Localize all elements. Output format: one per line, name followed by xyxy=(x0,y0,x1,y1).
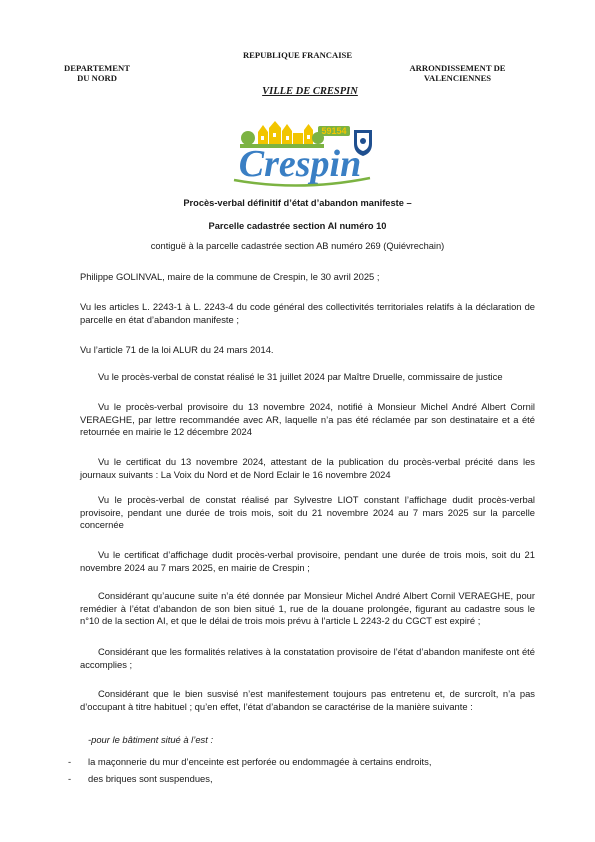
paragraph-articles: Vu les articles L. 2243-1 à L. 2243-4 du code général des collectivités territoriales relatifs à la déclaration de parcelle en état d’abandon manifeste ; xyxy=(80,301,535,325)
department-line: DEPARTEMENT xyxy=(64,63,130,73)
list-item-text: la maçonnerie du mur d’enceinte est perforée ou endommagée à certains endroits, xyxy=(88,756,432,767)
arrondissement-block xyxy=(390,63,525,83)
crespin-logo xyxy=(200,118,400,190)
paragraph-considerant-formalites: Considérant que les formalités relatives à la constatation provisoire de l’état d’abandon manifeste ont été accomplies ; xyxy=(80,646,535,670)
department-line: DU NORD xyxy=(77,73,117,83)
paragraph-mayor: Philippe GOLINVAL, maire de la commune de Crespin, le 30 avril 2025 ; xyxy=(80,271,380,282)
republic-title: REPUBLIQUE FRANCAISE xyxy=(242,50,353,60)
document-title-2: Parcelle cadastrée section AI numéro 10 xyxy=(208,221,387,231)
document-subtitle: contiguë à la parcelle cadastrée section AB numéro 269 (Quiévrechain) xyxy=(150,241,445,251)
city-name: VILLE DE CRESPIN xyxy=(262,86,358,97)
list-item xyxy=(68,756,528,767)
paragraph-constat: Vu le procès-verbal de constat réalisé le 31 juillet 2024 par Maître Druelle, commissaire de justice xyxy=(98,371,503,382)
list-item xyxy=(68,773,528,784)
paragraph-considerant-etat: Considérant que le bien susvisé n’est manifestement toujours pas entretenu et, de surcroît, n’a pas d’occupant à titre habituel ; qu’en effet, l’état d’abandon se caractérise de la manière suivante : xyxy=(80,688,535,712)
arrondissement-line: ARRONDISSEMENT DE xyxy=(409,63,506,73)
paragraph-certificat-publication: Vu le certificat du 13 novembre 2024, attestant de la publication du procès-verbal précité dans les journaux suivants : La Voix du Nord et de Nord Eclair le 16 novembre 2024 xyxy=(80,456,535,480)
list-dash: - xyxy=(68,756,72,767)
paragraph-pv-provisoire: Vu le procès-verbal provisoire du 13 novembre 2024, notifié à Monsieur Michel André Albert Cornil VERAEGHE, par lettre recommandée avec AR, laquelle n’a pas été réclamée par son destinataire et a été retournée en mairie le 12 décembre 2024 xyxy=(80,401,535,437)
paragraph-certificat-affichage: Vu le certificat d’affichage dudit procès-verbal provisoire, pendant une durée de trois mois, soit du 21 novembre 2024 au 7 mars 2025, en mairie de Crespin ; xyxy=(80,549,535,573)
paragraph-loi-alur: Vu l’article 71 de la loi ALUR du 24 mars 2014. xyxy=(80,344,274,355)
arrondissement-line: VALENCIENNES xyxy=(423,73,492,83)
document-title-1: Procès-verbal définitif d’état d’abandon manifeste – xyxy=(183,198,412,208)
list-dash: - xyxy=(68,773,72,784)
paragraph-considerant-suite: Considérant qu’aucune suite n’a été donnée par Monsieur Michel André Albert Cornil VERAEGHE, pour remédier à l’état d’abandon de son bien situé 1, rue de la douane prolongée, figurant au cadastre sous le n°10 de la section AI, et que le délai de trois mois prévu à l’article L 2243-2 du CGCT est expiré ; xyxy=(80,590,535,626)
list-item-text: des briques sont suspendues, xyxy=(88,773,213,784)
department-block xyxy=(52,63,142,83)
paragraph-affichage: Vu le procès-verbal de constat réalisé par Sylvestre LIOT constant l’affichage dudit procès-verbal provisoire, pendant une durée de trois mois, soit du 21 novembre 2024 au 7 mars 2025 sur la parcelle concernée xyxy=(80,494,535,530)
postal-badge: 59154 xyxy=(321,126,347,136)
logo-wordmark: Crespin xyxy=(238,143,362,185)
crespin-logo-graphic xyxy=(200,118,400,190)
section-heading-batiment-est: -pour le bâtiment situé à l’est : xyxy=(88,734,214,745)
